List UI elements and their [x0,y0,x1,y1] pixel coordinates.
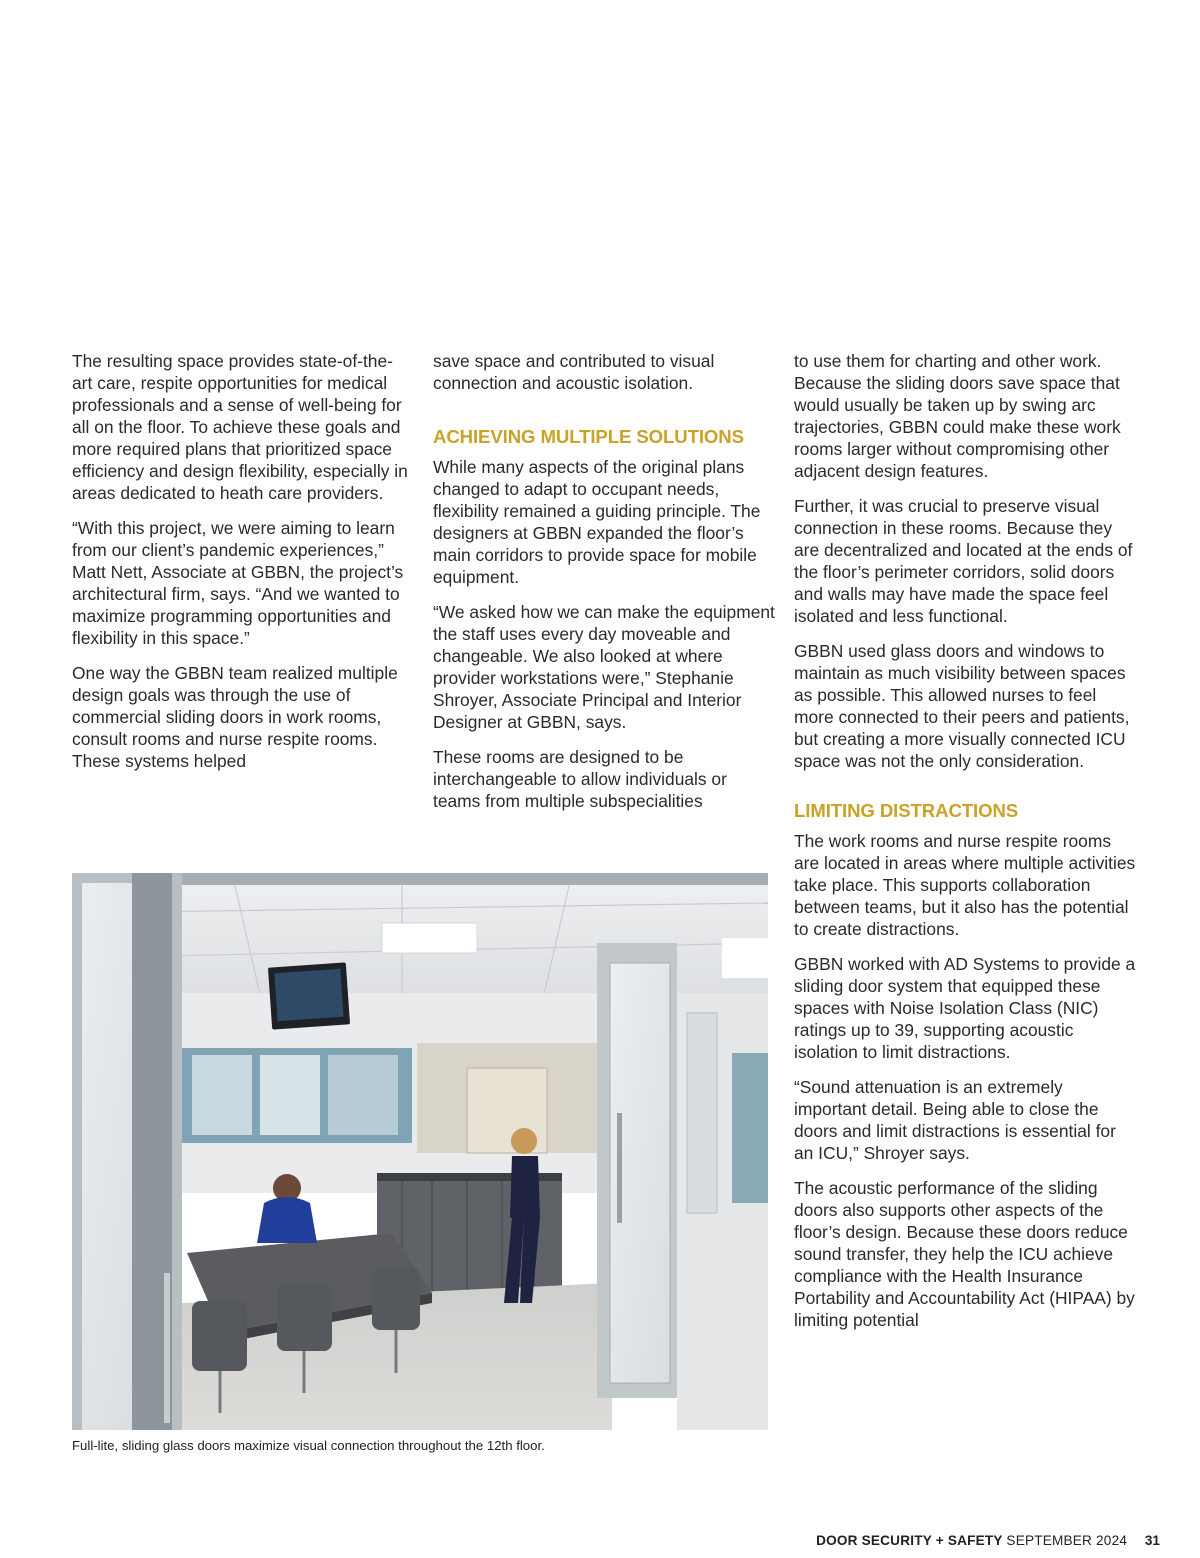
section-heading-limiting-distractions: LIMITING DISTRACTIONS [794,800,1019,821]
body-paragraph: “With this project, we were aiming to learn from our client’s pandemic experiences,” Matt Nett, Associate at GBBN, the project’s architectural firm, says. “And we wanted to maximize programming opportunities and flexibility in this space.” [72,518,404,648]
section-heading-achieving-multiple-solutions: ACHIEVING MULTIPLE SOLUTIONS [433,426,744,447]
body-paragraph: “We asked how we can make the equipment the staff uses every day moveable and changeable. We also looked at where provider workstations were,” Stephanie Shroyer, Associate Principal and Interior Designer at GBBN, says. [433,602,775,732]
body-paragraph: to use them for charting and other work. Because the sliding doors save space that would usually be taken up by swing arc trajectories, GBBN could make these work rooms larger without compromising other adjacent design features. [794,351,1121,481]
issue-date: SEPTEMBER 2024 [1006,1533,1128,1548]
work-room-photo [72,873,768,1430]
body-paragraph: The resulting space provides state-of-the-art care, respite opportunities for medical professionals and a sense of well-being for all on the floor. To achieve these goals and more required plans that prioritized space efficiency and design flexibility, especially in areas dedicated to heath care providers. [72,351,408,503]
body-paragraph: GBBN worked with AD Systems to provide a sliding door system that equipped these spaces with Noise Isolation Class (NIC) ratings up to 39, supporting acoustic isolation to limit distractions. [794,954,1136,1062]
body-paragraph: One way the GBBN team realized multiple design goals was through the use of commercial sliding doors in work rooms, consult rooms and nurse respite rooms. These systems helped [72,663,398,771]
page-number: 31 [1144,1533,1160,1548]
photo-caption: Full-lite, sliding glass doors maximize visual connection throughout the 12th floor. [72,1438,545,1453]
article-column-1 [72,350,412,785]
article-column-2 [433,350,778,825]
body-paragraph: “Sound attenuation is an extremely important detail. Being able to close the doors and limit distractions is essential for an ICU,” Shroyer says. [794,1077,1116,1163]
body-paragraph: The acoustic performance of the sliding doors also supports other aspects of the floor’s design. Because these doors reduce sound transfer, they help the ICU achieve compliance with the Health Insurance Portability and Accountability Act (HIPAA) by limiting potential [794,1178,1135,1330]
body-paragraph: GBBN used glass doors and windows to maintain as much visibility between spaces as possible. This allowed nurses to feel more connected to their peers and patients, but creating a more visually connected ICU space was not the only consideration. [794,641,1130,771]
body-paragraph: These rooms are designed to be interchangeable to allow individuals or teams from multiple subspecialities [433,747,727,811]
body-paragraph: Further, it was crucial to preserve visual connection in these rooms. Because they are decentralized and located at the ends of the floor’s perimeter corridors, solid doors and walls may have made the space feel isolated and less functional. [794,496,1133,626]
body-paragraph: While many aspects of the original plans changed to adapt to occupant needs, flexibility remained a guiding principle. The designers at GBBN expanded the floor’s main corridors to provide space for mobile equipment. [433,457,761,587]
body-paragraph: save space and contributed to visual connection and acoustic isolation. [433,351,715,393]
publication-name: DOOR SECURITY + SAFETY [816,1533,1003,1548]
page-footer [816,1533,1160,1549]
article-column-3 [794,350,1139,1344]
body-paragraph: The work rooms and nurse respite rooms are located in areas where multiple activities take place. This supports collaboration between teams, but it also has the potential to create distractions. [794,831,1136,939]
